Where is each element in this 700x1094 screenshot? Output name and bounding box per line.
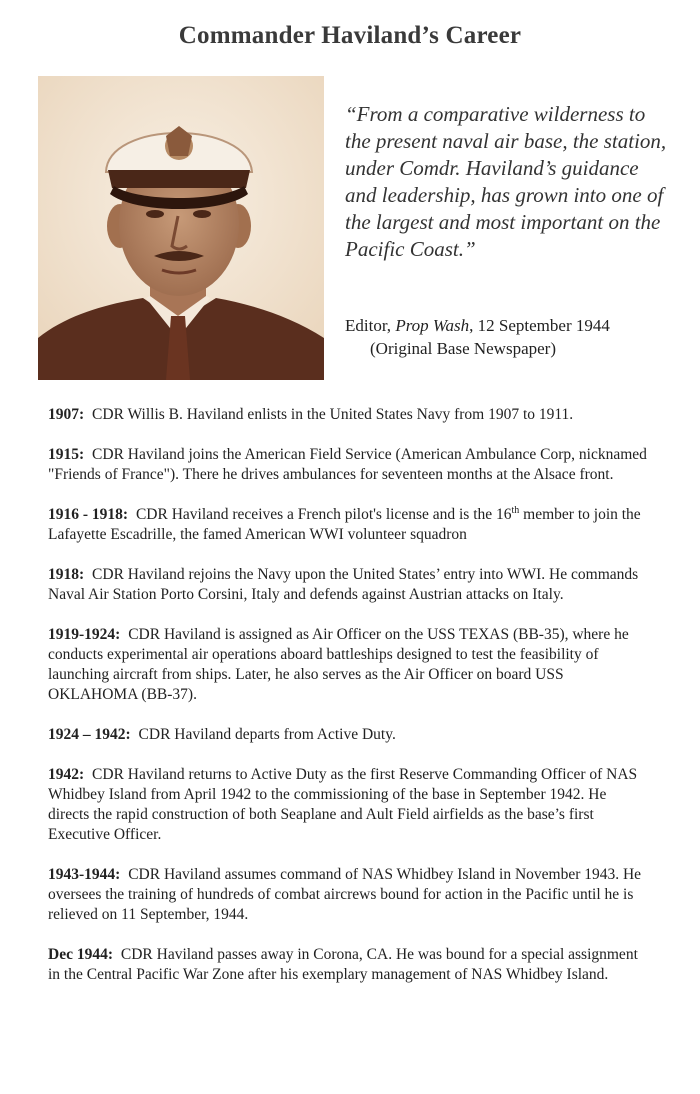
entry-text: CDR Haviland assumes command of NAS Whidbey Island in November 1943. He oversees the training of hundreds of combat aircrews bound for action in the Pacific until he is relieved on 11 September, 1944. [48,866,642,923]
career-timeline [48,405,648,1005]
attribution-note: (Original Base Newspaper) [370,339,556,358]
attribution-publication: Prop Wash [395,316,470,335]
entry-year: 1918: [48,566,85,583]
timeline-entry [48,725,648,745]
entry-text: CDR Haviland passes away in Corona, CA. He was bound for a special assignment in the Central Pacific War Zone after his exemplary management of NAS Whidbey Island. [48,946,638,983]
entry-text: CDR Haviland joins the American Field Service (American Ambulance Corp, nicknamed "Friends of France"). There he drives ambulances for seventeen months at the Alsace front. [48,446,647,483]
entry-year: 1915: [48,446,85,463]
portrait-illustration [38,76,324,380]
timeline-entry [48,865,648,925]
entry-text: CDR Haviland receives a French pilot's license and is the 16 [135,506,512,523]
entry-year: 1916 - 1918: [48,506,129,523]
entry-text: CDR Haviland rejoins the Navy upon the United States’ entry into WWI. He commands Naval Air Station Porto Corsini, Italy and defends against Austrian attacks on Italy. [48,566,639,603]
page-title: Commander Haviland’s Career [178,22,522,49]
entry-superscript: th [511,504,520,516]
entry-text: CDR Haviland departs from Active Duty. [138,726,396,743]
timeline-entry [48,405,648,425]
attribution-prefix: Editor, [345,316,392,335]
entry-year: 1907: [48,406,85,423]
quote-attribution [345,314,665,360]
attribution-date: , 12 September 1944 [469,316,610,335]
timeline-entry [48,625,648,705]
entry-text: CDR Willis B. Haviland enlists in the United States Navy from 1907 to 1911. [92,406,574,423]
timeline-entry [48,945,648,985]
entry-text-continued: member to join the Lafayette Escadrille, the famed American WWI volunteer squadron [48,506,641,543]
entry-year: 1919-1924: [48,626,121,643]
timeline-entry [48,565,648,605]
timeline-entry [48,765,648,845]
entry-year: 1943-1944: [48,866,121,883]
entry-year: 1942: [48,766,85,783]
quote-text: “From a comparative wilderness to the present naval air base, the station, under Comdr. Haviland’s guidance and leadership, has grown into one of the largest and most important on the Pacific Coast.” [345,102,667,261]
timeline-entry [48,445,648,485]
timeline-entry [48,505,648,545]
entry-text: CDR Haviland returns to Active Duty as the first Reserve Commanding Officer of NAS Whidbey Island from April 1942 to the commissioning of the base in September 1942. He directs the rapid construction of both Seaplane and Ault Field airfields as the base’s first Executive Officer. [48,766,638,843]
entry-text: CDR Haviland is assigned as Air Officer on the USS TEXAS (BB-35), where he conducts experimental air operations aboard battleships designed to test the feasibility of launching aircraft from ships. Later, he also serves as the Air Officer on board USS OKLAHOMA (BB-37). [48,626,629,703]
portrait-photo [38,76,324,380]
entry-year: 1924 – 1942: [48,726,131,743]
entry-year: Dec 1944: [48,946,113,963]
